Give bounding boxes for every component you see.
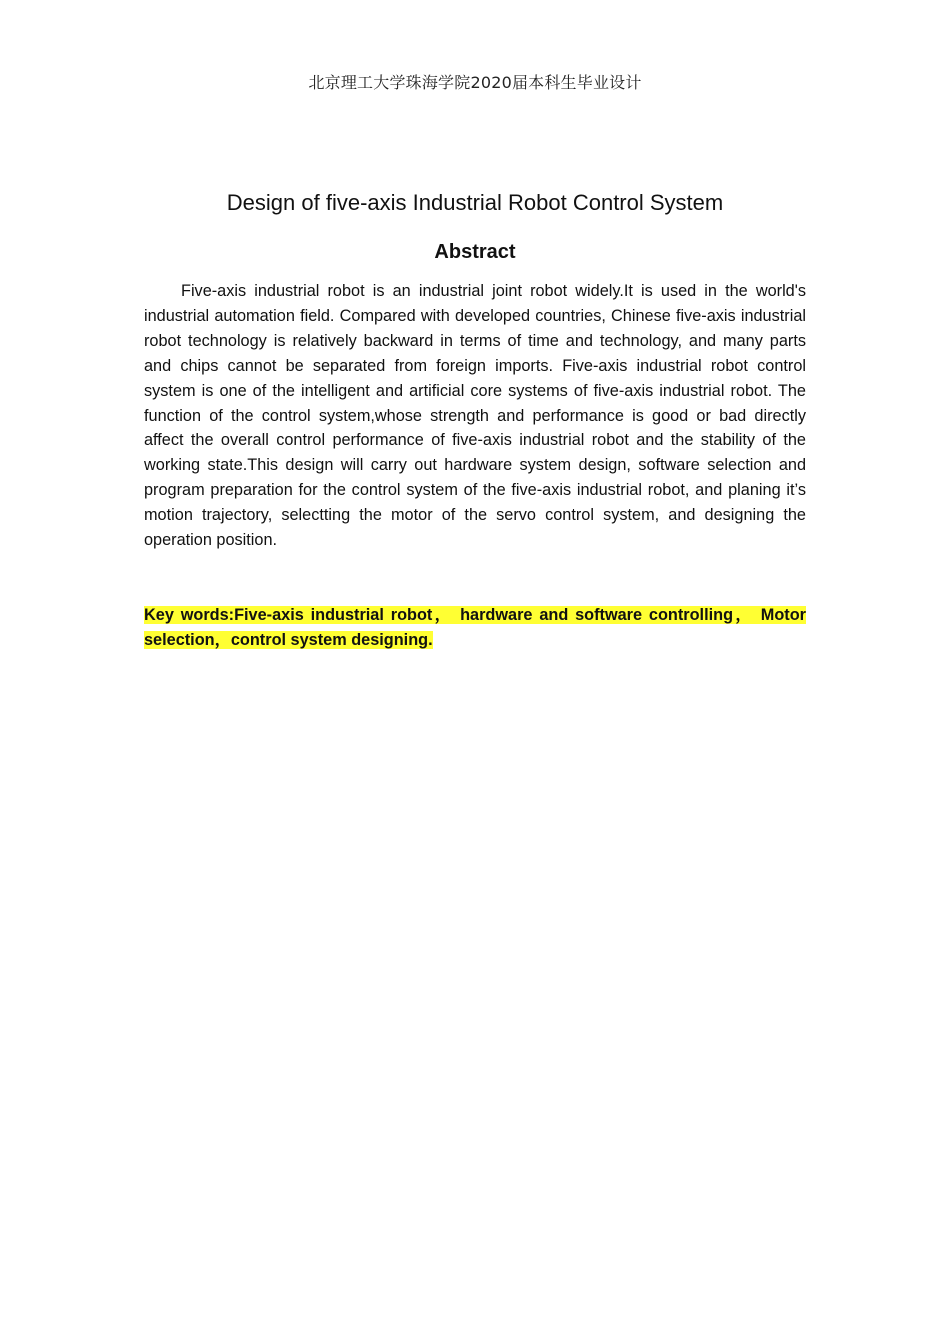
abstract-heading: Abstract [434,241,516,263]
keywords-highlight: Key words:Five-axis industrial robot， hardware and software controlling， Motor selection，control system designing. [144,606,806,649]
running-header: 北京理工大学珠海学院2020届本科生毕业设计 [308,73,642,92]
abstract-body: Five-axis industrial robot is an industrial joint robot widely.It is used in the world's industrial automation field. Compared with developed countries, Chinese five-axis industrial robot technology is relatively backward in terms of time and technology, and many parts and chips cannot be separated from foreign imports. Five-axis industrial robot control system is one of the intelligent and artificial core systems of five-axis industrial robot. The function of the control system,whose strength and performance is good or bad directly affect the overall control performance of five-axis industrial robot and the stability of the working state.This design will carry out hardware system design, software selection and program preparation for the control system of the five-axis industrial robot, and planing it’s motion trajectory, selectting the motor of the servo control system, and designing the operation position. [144,282,806,550]
document-title: Design of five-axis Industrial Robot Control System [226,190,724,215]
keywords-paragraph [144,603,806,653]
